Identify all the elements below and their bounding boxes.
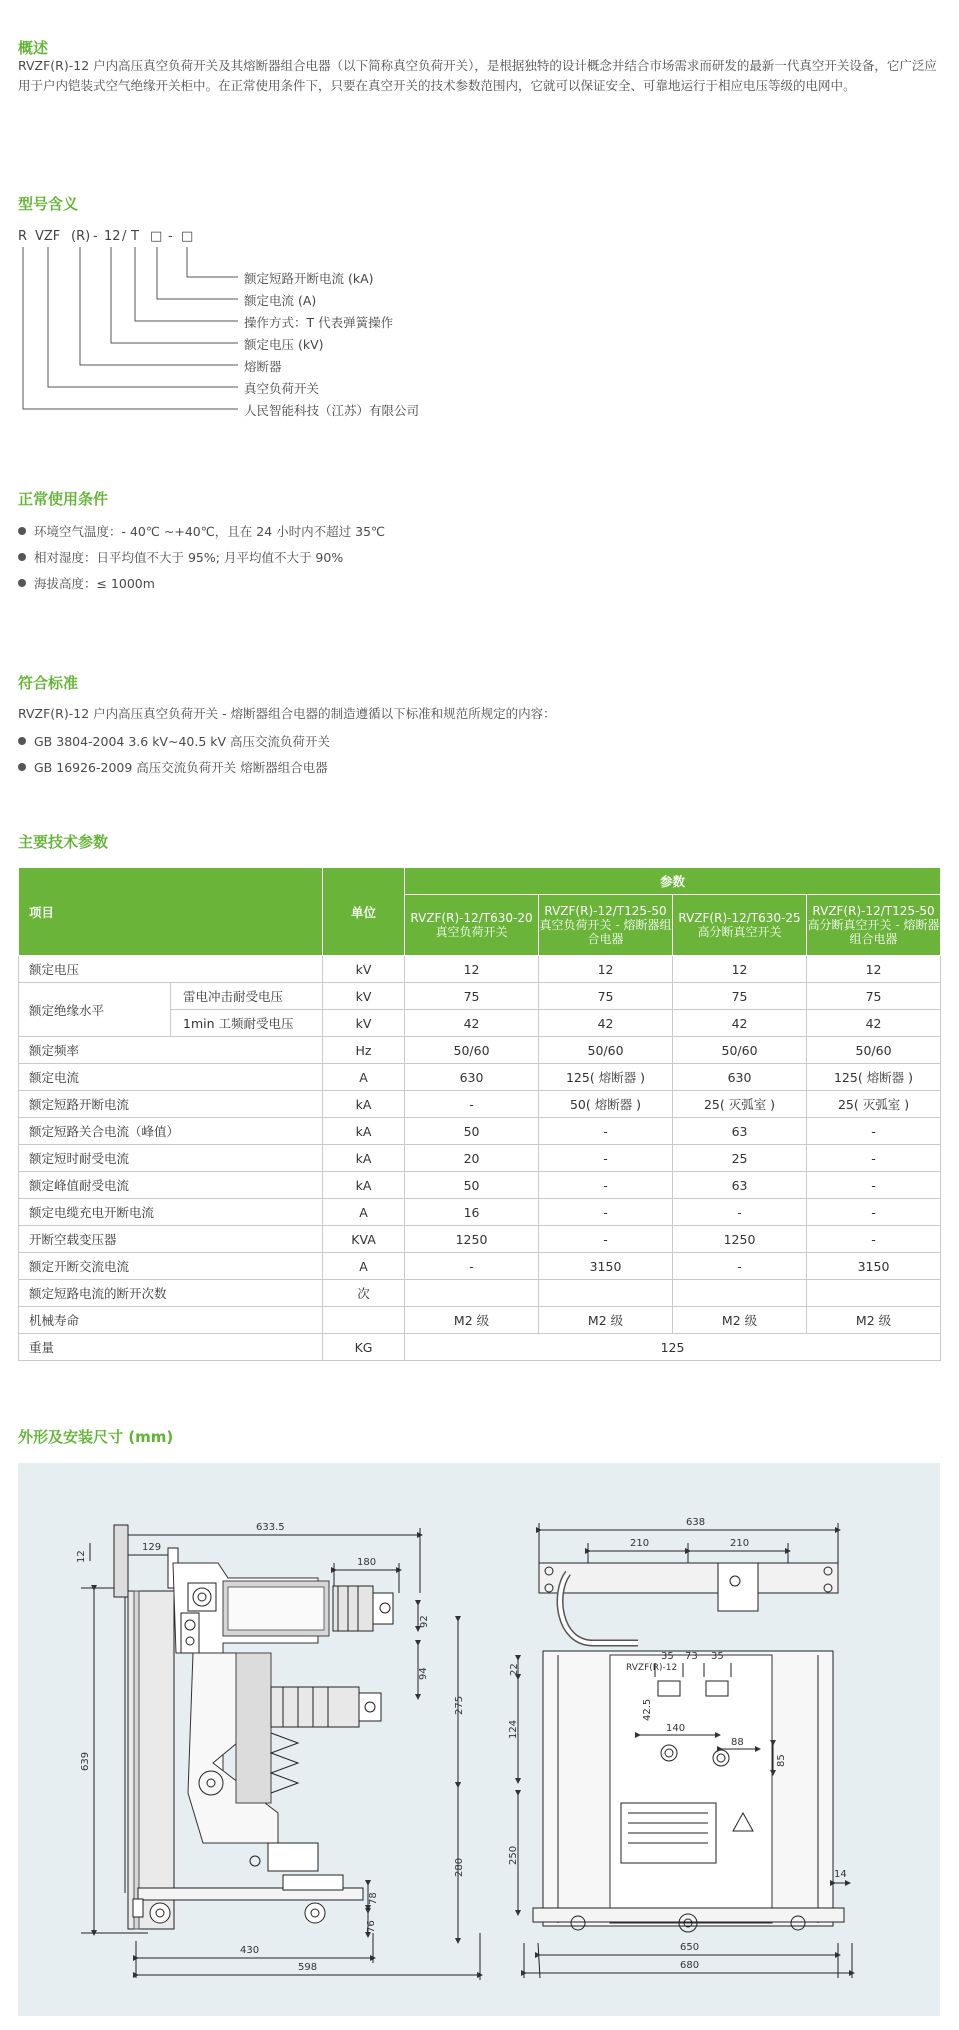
- model-label: 额定短路开断电流 (kA): [244, 271, 374, 286]
- table-row: [19, 1280, 941, 1307]
- table-cell-value: -: [807, 1199, 941, 1226]
- table-cell-value: 42: [405, 1010, 539, 1037]
- front-view-drawing: [518, 1523, 852, 1978]
- table-row: [19, 983, 941, 1010]
- code-part: T: [131, 229, 139, 244]
- section-title-overview: 概述: [18, 39, 49, 57]
- table-row: [19, 1226, 941, 1253]
- dim-label: 88: [731, 1737, 744, 1748]
- dim-label: 430: [240, 1945, 260, 1956]
- code-part: (R): [71, 229, 91, 244]
- table-header-item: 项目: [19, 868, 323, 956]
- table-cell-name: 1min 工频耐受电压: [171, 1010, 323, 1037]
- table-cell-unit: kV: [323, 956, 405, 983]
- table-cell-unit: kA: [323, 1172, 405, 1199]
- table-cell-value: -: [539, 1145, 673, 1172]
- table-cell-value: 50/60: [539, 1037, 673, 1064]
- table-cell-group: 额定绝缘水平: [19, 983, 171, 1037]
- table-cell-value: -: [807, 1145, 941, 1172]
- dim-label: 85: [776, 1754, 787, 1767]
- dim-label: 210: [730, 1538, 750, 1549]
- table-cell-value: 25( 灭弧室 ): [673, 1091, 807, 1118]
- dim-label: 250: [508, 1845, 519, 1865]
- bullet-icon: [18, 527, 26, 535]
- table-cell-value: 42: [673, 1010, 807, 1037]
- table-cell-name: 额定短路电流的断开次数: [19, 1280, 323, 1307]
- table-header-model: RVZF(R)-12/T630-20 真空负荷开关: [405, 895, 539, 956]
- table-cell-value: 125( 熔断器 ): [807, 1064, 941, 1091]
- table-row: [19, 1037, 941, 1064]
- table-cell-value: -: [807, 1226, 941, 1253]
- table-header-unit: 单位: [323, 868, 405, 956]
- params-table: [18, 867, 941, 1361]
- table-cell-value: 1250: [405, 1226, 539, 1253]
- list-item: 环境空气温度：- 40℃ ~+40℃，且在 24 小时内不超过 35℃: [18, 522, 385, 540]
- table-cell-value: 12: [673, 956, 807, 983]
- dim-label: 73: [685, 1651, 698, 1662]
- table-cell-value: [673, 1280, 807, 1307]
- list-item: GB 16926-2009 高压交流负荷开关 熔断器组合电器: [18, 758, 328, 776]
- table-cell-value: [405, 1280, 539, 1307]
- table-cell-value: M2 级: [807, 1307, 941, 1334]
- dim-label: 140: [666, 1723, 686, 1734]
- table-cell-value: 42: [807, 1010, 941, 1037]
- list-item: 海拔高度：≤ 1000m: [18, 574, 155, 592]
- table-cell-unit: KVA: [323, 1226, 405, 1253]
- overview-text: RVZF(R)-12 户内高压真空负荷开关及其熔断器组合电器（以下简称真空负荷开关），是根据独特的设计概念并结合市场需求而研发的最新一代真空开关设备，它广泛应用于户内铠装式空气绝缘开关柜中。在正常使用条件下，只要在真空开关的技术参数范围内，它就可以保证安全、可靠地运行于相应电压等级的电网中。: [18, 58, 937, 93]
- table-cell-value: 75: [539, 983, 673, 1010]
- table-cell-unit: kA: [323, 1118, 405, 1145]
- table-cell-value: 12: [405, 956, 539, 983]
- dim-label: 35: [711, 1651, 724, 1662]
- dim-label: 639: [80, 1751, 91, 1771]
- dim-label: 22: [509, 1663, 520, 1676]
- table-cell-value: 50: [405, 1172, 539, 1199]
- table-row: [19, 1064, 941, 1091]
- section-title-dimensions: 外形及安装尺寸 (mm): [18, 1428, 174, 1446]
- dim-label: 638: [686, 1517, 706, 1528]
- table-cell-unit: 次: [323, 1280, 405, 1307]
- table-cell-name: 额定峰值耐受电流: [19, 1172, 323, 1199]
- table-header-model: RVZF(R)-12/T630-25 高分断真空开关: [673, 895, 807, 956]
- table-row: [19, 1091, 941, 1118]
- table-cell-value: [807, 1280, 941, 1307]
- dim-label: 42.5: [642, 1698, 653, 1721]
- table-cell-value: 25: [673, 1145, 807, 1172]
- table-cell-value: 25( 灭弧室 ): [807, 1091, 941, 1118]
- bullet-icon: [18, 737, 26, 745]
- table-cell-value: 75: [807, 983, 941, 1010]
- table-cell-value: 16: [405, 1199, 539, 1226]
- table-cell-unit: kV: [323, 1010, 405, 1037]
- table-cell-unit: KG: [323, 1334, 405, 1361]
- model-label: 熔断器: [244, 359, 282, 374]
- bullet-icon: [18, 553, 26, 561]
- table-row: [19, 1253, 941, 1280]
- bullet-icon: [18, 763, 26, 771]
- table-cell-value: 125( 熔断器 ): [539, 1064, 673, 1091]
- table-cell-unit: A: [323, 1199, 405, 1226]
- dim-label: 12: [76, 1550, 87, 1563]
- table-cell-value: 50: [405, 1118, 539, 1145]
- table-cell-value: 630: [673, 1064, 807, 1091]
- table-cell-value: -: [539, 1118, 673, 1145]
- dim-label: 94: [418, 1667, 429, 1680]
- table-cell-unit: kA: [323, 1145, 405, 1172]
- table-cell-value: 63: [673, 1172, 807, 1199]
- dim-label: 180: [357, 1557, 377, 1568]
- table-row: [19, 1118, 941, 1145]
- table-cell-value: 50/60: [405, 1037, 539, 1064]
- dim-label: 210: [630, 1538, 650, 1549]
- table-cell-value: 3150: [807, 1253, 941, 1280]
- table-header-model: RVZF(R)-12/T125-50 真空负荷开关 - 熔断器组合电器: [539, 895, 673, 956]
- table-cell-unit: kA: [323, 1091, 405, 1118]
- model-leader-lines: [0, 245, 250, 415]
- table-cell-value: -: [539, 1226, 673, 1253]
- table-cell-value: -: [405, 1253, 539, 1280]
- section-title-model: 型号含义: [18, 195, 79, 213]
- table-cell-value: -: [807, 1172, 941, 1199]
- table-cell-name: 额定电压: [19, 956, 323, 983]
- table-cell-value: 50/60: [673, 1037, 807, 1064]
- table-cell-value: 20: [405, 1145, 539, 1172]
- section-title-conditions: 正常使用条件: [18, 490, 109, 508]
- list-item: GB 3804-2004 3.6 kV~40.5 kV 高压交流负荷开关: [18, 732, 330, 750]
- dim-label: 650: [680, 1942, 700, 1953]
- table-row: [19, 956, 941, 983]
- table-row: [19, 1307, 941, 1334]
- section-title-standards: 符合标准: [18, 674, 79, 692]
- code-part: □: [181, 229, 194, 244]
- code-part: -: [168, 229, 173, 244]
- table-header-params: 参数: [405, 868, 941, 895]
- table-cell-name: 额定短时耐受电流: [19, 1145, 323, 1172]
- table-cell-name: 额定电缆充电开断电流: [19, 1199, 323, 1226]
- table-cell-name: 开断空载变压器: [19, 1226, 323, 1253]
- side-view-drawing: [81, 1525, 480, 1980]
- list-item: 相对湿度：日平均值不大于 95%; 月平均值不大于 90%: [18, 548, 343, 566]
- dim-label: 598: [298, 1962, 318, 1973]
- code-part: R: [18, 229, 28, 244]
- table-cell-name: 额定开断交流电流: [19, 1253, 323, 1280]
- code-part: □: [150, 229, 163, 244]
- bullet-icon: [18, 579, 26, 587]
- table-cell-value: 630: [405, 1064, 539, 1091]
- table-cell-name: 机械寿命: [19, 1307, 323, 1334]
- table-cell-unit: A: [323, 1064, 405, 1091]
- dim-label: 280: [454, 1857, 465, 1877]
- table-cell-name: 额定电流: [19, 1064, 323, 1091]
- table-cell-value: M2 级: [673, 1307, 807, 1334]
- dimension-drawing-panel: [18, 1463, 940, 2016]
- dim-label: 275: [454, 1695, 465, 1715]
- table-cell-unit: Hz: [323, 1037, 405, 1064]
- table-cell-value: -: [673, 1253, 807, 1280]
- table-cell-name: 雷电冲击耐受电压: [171, 983, 323, 1010]
- code-part: 12: [104, 229, 121, 244]
- table-cell-unit: A: [323, 1253, 405, 1280]
- table-cell-value: 3150: [539, 1253, 673, 1280]
- dim-label: 129: [142, 1542, 162, 1553]
- model-label: 操作方式：T 代表弹簧操作: [244, 315, 394, 330]
- table-cell-value: M2 级: [405, 1307, 539, 1334]
- code-part: -: [93, 229, 98, 244]
- dim-label: 35: [661, 1651, 674, 1662]
- table-cell-unit: [323, 1307, 405, 1334]
- table-cell-name: 额定短路关合电流（峰值）: [19, 1118, 323, 1145]
- model-label: 人民智能科技（江苏）有限公司: [244, 403, 420, 418]
- dim-label: 124: [508, 1719, 519, 1739]
- table-cell-value: -: [539, 1199, 673, 1226]
- table-cell-value: 42: [539, 1010, 673, 1037]
- table-row: [19, 1145, 941, 1172]
- dim-label: 14: [834, 1869, 847, 1880]
- dim-label: 92: [419, 1615, 430, 1628]
- table-cell-name: 重量: [19, 1334, 323, 1361]
- table-cell-value: M2 级: [539, 1307, 673, 1334]
- table-cell-value: 1250: [673, 1226, 807, 1253]
- table-cell-value: 12: [807, 956, 941, 983]
- table-cell-name: 额定频率: [19, 1037, 323, 1064]
- dim-label: 78: [368, 1892, 379, 1905]
- table-cell-value: 50/60: [807, 1037, 941, 1064]
- code-part: /: [122, 229, 127, 244]
- dim-label: 680: [680, 1960, 700, 1971]
- table-row: [19, 1334, 941, 1361]
- standards-intro: RVZF(R)-12 户内高压真空负荷开关 - 熔断器组合电器的制造遵循以下标准和规范所规定的内容：: [18, 706, 556, 721]
- table-cell-value: 63: [673, 1118, 807, 1145]
- table-cell-value: 75: [405, 983, 539, 1010]
- dim-label: 76: [366, 1920, 377, 1933]
- model-label: 额定电流 (A): [244, 293, 317, 308]
- table-cell-value: -: [539, 1172, 673, 1199]
- nameplate-label: RVZF(R)-12: [626, 1663, 678, 1673]
- table-cell-value: 12: [539, 956, 673, 983]
- table-cell-value: 125: [405, 1334, 941, 1361]
- table-row: [19, 1172, 941, 1199]
- section-title-params: 主要技术参数: [18, 833, 109, 851]
- table-cell-value: [539, 1280, 673, 1307]
- dim-label: 633.5: [256, 1522, 285, 1533]
- table-row: [19, 1199, 941, 1226]
- table-cell-unit: kV: [323, 983, 405, 1010]
- table-cell-value: -: [807, 1118, 941, 1145]
- table-cell-value: -: [673, 1199, 807, 1226]
- table-cell-value: 75: [673, 983, 807, 1010]
- table-cell-name: 额定短路开断电流: [19, 1091, 323, 1118]
- table-header-model: RVZF(R)-12/T125-50 高分断真空开关 - 熔断器组合电器: [807, 895, 941, 956]
- model-label: 真空负荷开关: [244, 381, 320, 396]
- table-cell-value: -: [405, 1091, 539, 1118]
- code-part: VZF: [35, 229, 61, 244]
- table-cell-value: 50( 熔断器 ): [539, 1091, 673, 1118]
- model-label: 额定电压 (kV): [244, 337, 324, 352]
- dimension-drawing: [18, 1463, 940, 2016]
